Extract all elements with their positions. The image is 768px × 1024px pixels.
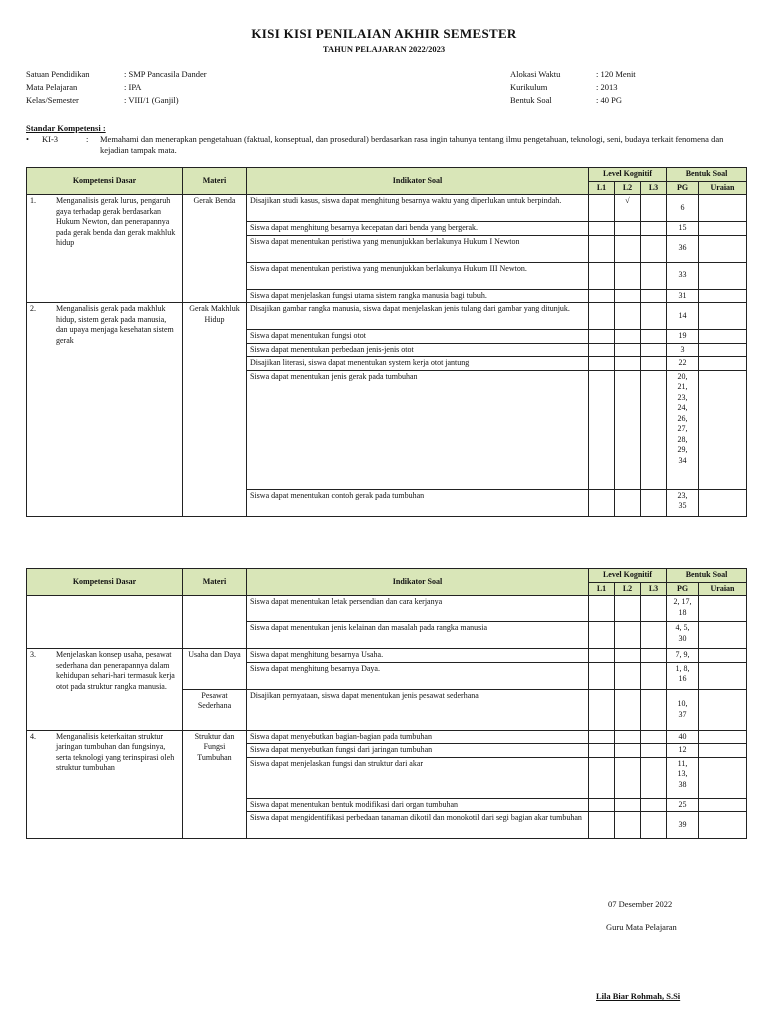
header-indikator: Indikator Soal xyxy=(247,569,589,596)
pg-cell xyxy=(667,489,699,516)
pg-line: 27, xyxy=(677,424,688,433)
header-pg: PG xyxy=(667,181,699,195)
pg-cell: 25 xyxy=(667,798,699,812)
info-label: Alokasi Waktu xyxy=(510,69,561,79)
indikator-cell: Siswa dapat menghitung besarnya Daya. xyxy=(247,662,589,689)
pg-cell: 6 xyxy=(667,195,699,222)
kd-text: Menganalisis gerak lurus, pengaruh gaya terhadap gerak berdasarkan Hukum Newton, dan penerapannya pada gerak benda dan gerak makhluk hidup xyxy=(56,196,176,247)
info-label: Mata Pelajaran xyxy=(26,82,78,92)
pg-line: 21, xyxy=(677,382,688,391)
kd-number: 2. xyxy=(30,304,36,313)
l2-check: √ xyxy=(615,195,641,222)
indikator-cell: Disajikan studi kasus, siswa dapat menghitung besarnya waktu yang diperlukan untuk berpindah. xyxy=(247,195,589,222)
document-title: KISI KISI PENILAIAN AKHIR SEMESTER xyxy=(251,26,517,41)
header-level: Level Kognitif xyxy=(589,569,667,583)
pg-line: 28, xyxy=(677,434,688,444)
header-kd: Kompetensi Dasar xyxy=(27,569,183,596)
header-kd: Kompetensi Dasar xyxy=(27,168,183,195)
pg-line: 29, xyxy=(677,445,688,454)
pg-line: 34 xyxy=(678,455,687,465)
signature-date: 07 Desember 2022 xyxy=(608,899,673,909)
signature-name: Lila Biar Rohmah, S.Si xyxy=(596,991,681,1001)
kisi-table-2 xyxy=(26,568,747,839)
indikator-cell: Siswa dapat menentukan peristiwa yang menunjukkan berlakunya Hukum I Newton xyxy=(247,235,589,262)
kd-text: Menganalisis keterkaitan struktur jaringan tumbuhan dan fungsinya, serta teknologi yang terinspirasi oleh struktur tumbuhan xyxy=(56,731,175,772)
kd-number: 4. xyxy=(30,731,36,741)
pg-cell: 33 xyxy=(667,262,699,289)
header-l2: L2 xyxy=(615,582,641,596)
kisi-table-1 xyxy=(26,167,747,517)
pg-line: 23, xyxy=(677,392,688,402)
indikator-cell: Siswa dapat menentukan peristiwa yang menunjukkan berlakunya Hukum III Newton. xyxy=(247,262,589,289)
indikator-cell: Siswa dapat menentukan fungsi otot xyxy=(247,330,589,344)
header-uraian: Uraian xyxy=(699,582,747,596)
info-value: : 2013 xyxy=(596,82,618,92)
indikator-cell: Disajikan literasi, siswa dapat menentukan system kerja otot jantung xyxy=(247,357,589,371)
kd-cell-empty xyxy=(27,596,183,649)
pg-line: 4, 5, xyxy=(675,623,690,632)
indikator-cell: Siswa dapat menjelaskan fungsi dan struktur dari akar xyxy=(247,757,589,798)
info-value: : 40 PG xyxy=(596,95,622,105)
indikator-cell: Siswa dapat menentukan jenis gerak pada tumbuhan xyxy=(247,370,589,489)
info-value: : 120 Menit xyxy=(596,69,636,79)
ki-3-block xyxy=(26,134,746,156)
materi-cell-empty xyxy=(183,596,247,649)
pg-cell xyxy=(667,757,699,798)
pg-line: 1, 8, xyxy=(675,663,690,673)
indikator-cell: Siswa dapat menyebutkan bagian-bagian pada tumbuhan xyxy=(247,730,589,744)
header-l1: L1 xyxy=(589,181,615,195)
indikator-cell: Siswa dapat menentukan letak persendian dan cara kerjanya xyxy=(247,596,589,622)
indikator-cell: Siswa dapat menghitung besarnya Usaha. xyxy=(247,649,589,663)
indikator-cell: Siswa dapat menghitung besarnya kecepatan dari benda yang bergerak. xyxy=(247,222,589,236)
pg-line: 37 xyxy=(678,709,687,719)
info-label: Kelas/Semester xyxy=(26,95,79,105)
indikator-cell: Siswa dapat mengidentifikasi perbedaan tanaman dikotil dan monokotil dari segi bagian akar tumbuhan xyxy=(247,812,589,839)
info-value: : IPA xyxy=(124,82,142,92)
materi-cell: Gerak Benda xyxy=(183,195,247,303)
pg-line: 24, xyxy=(677,403,688,412)
kd-number: 1. xyxy=(30,196,36,205)
pg-cell: 22 xyxy=(667,357,699,371)
materi-cell: Gerak Makhluk Hidup xyxy=(183,303,247,517)
header-indikator: Indikator Soal xyxy=(247,168,589,195)
bullet: • xyxy=(26,134,29,144)
pg-cell xyxy=(667,370,699,489)
kd-number: 3. xyxy=(30,650,36,659)
indikator-cell: Siswa dapat menentukan contoh gerak pada tumbuhan xyxy=(247,489,589,516)
pg-cell: 12 xyxy=(667,744,699,758)
info-label: Bentuk Soal xyxy=(510,95,552,105)
materi-cell: Usaha dan Daya xyxy=(183,649,247,690)
indikator-cell: Siswa dapat menentukan perbedaan jenis-jenis otot xyxy=(247,343,589,357)
kd-cell xyxy=(27,730,183,839)
pg-cell: 7, 9, xyxy=(667,649,699,663)
l3-cell xyxy=(641,195,667,222)
header-l1: L1 xyxy=(589,582,615,596)
kd-cell xyxy=(27,195,183,303)
document-subtitle: TAHUN PELAJARAN 2022/2023 xyxy=(322,44,446,54)
kd-text: Menganalisis gerak pada makhluk hidup, sistem gerak pada manusia, dan upaya menjaga kesehatan sistem gerak xyxy=(56,304,174,345)
pg-cell: 31 xyxy=(667,289,699,303)
pg-cell: 40 xyxy=(667,730,699,744)
kd-cell xyxy=(27,649,183,731)
info-value: : SMP Pancasila Dander xyxy=(124,69,207,79)
pg-cell: 15 xyxy=(667,222,699,236)
info-label: Kurikulum xyxy=(510,82,548,92)
pg-line: 20, xyxy=(677,371,688,381)
pg-line: 2, 17, xyxy=(673,597,692,606)
ki-colon: : xyxy=(86,134,89,144)
header-level: Level Kognitif xyxy=(589,168,667,182)
info-right xyxy=(510,68,636,107)
pg-cell xyxy=(667,689,699,730)
indikator-cell: Siswa dapat menjelaskan fungsi utama sistem rangka manusia bagi tubuh. xyxy=(247,289,589,303)
indikator-cell: Siswa dapat menentukan bentuk modifikasi dari organ tumbuhan xyxy=(247,798,589,812)
header-bentuk: Bentuk Soal xyxy=(667,168,747,182)
pg-line: 10, xyxy=(677,699,688,708)
indikator-cell: Disajikan gambar rangka manusia, siswa dapat menjelaskan jenis tulang dari gambar yang ditunjuk. xyxy=(247,303,589,330)
ki-text: Memahami dan menerapkan pengetahuan (faktual, konseptual, dan prosedural) berdasarkan rasa ingin tahunya tentang ilmu pengetahuan, teknologi, seni, budaya terkait fenomena dan kejadian tampak mata. xyxy=(100,134,724,155)
info-label: Satuan Pendidikan xyxy=(26,69,90,79)
pg-cell xyxy=(667,596,699,622)
indikator-cell: Siswa dapat menentukan jenis kelainan dan masalah pada rangka manusia xyxy=(247,622,589,649)
pg-cell: 19 xyxy=(667,330,699,344)
indikator-cell: Siswa dapat menyebutkan fungsi dari jaringan tumbuhan xyxy=(247,744,589,758)
kd-cell xyxy=(27,303,183,517)
info-left xyxy=(26,68,207,107)
ki-code: KI-3 xyxy=(42,134,59,144)
header-materi: Materi xyxy=(183,168,247,195)
header-l3: L3 xyxy=(641,181,667,195)
pg-cell: 39 xyxy=(667,812,699,839)
pg-cell: 14 xyxy=(667,303,699,330)
signature-role: Guru Mata Pelajaran xyxy=(606,922,677,932)
header-pg: PG xyxy=(667,582,699,596)
header-l3: L3 xyxy=(641,582,667,596)
pg-line: 23, xyxy=(677,490,688,500)
pg-cell: 36 xyxy=(667,235,699,262)
pg-line: 18 xyxy=(678,607,687,617)
header-materi: Materi xyxy=(183,569,247,596)
pg-cell: 3 xyxy=(667,343,699,357)
pg-line: 30 xyxy=(678,633,687,643)
pg-line: 16 xyxy=(678,674,687,683)
kd-text: Menjelaskan konsep usaha, pesawat sederhana dan penerapannya dalam kehidupan sehari-hari termasuk kerja otot pada struktur rangka manusia. xyxy=(56,650,175,691)
pg-line: 26, xyxy=(677,413,688,423)
pg-line: 38 xyxy=(678,779,687,789)
pg-line: 35 xyxy=(678,501,687,510)
pg-cell xyxy=(667,662,699,689)
indikator-cell: Disajikan pernyataan, siswa dapat menentukan jenis pesawat sederhana xyxy=(247,689,589,730)
pg-line: 13, xyxy=(677,769,688,778)
materi-cell: Pesawat Sederhana xyxy=(183,689,247,730)
standar-kompetensi-title: Standar Kompetensi : xyxy=(26,123,106,133)
materi-cell: Struktur dan Fungsi Tumbuhan xyxy=(183,730,247,839)
pg-line: 11, xyxy=(677,758,688,768)
l1-cell xyxy=(589,195,615,222)
pg-cell xyxy=(667,622,699,649)
uraian-cell xyxy=(699,195,747,222)
info-value: : VIII/1 (Ganjil) xyxy=(124,95,179,105)
header-uraian: Uraian xyxy=(699,181,747,195)
header-l2: L2 xyxy=(615,181,641,195)
header-bentuk: Bentuk Soal xyxy=(667,569,747,583)
